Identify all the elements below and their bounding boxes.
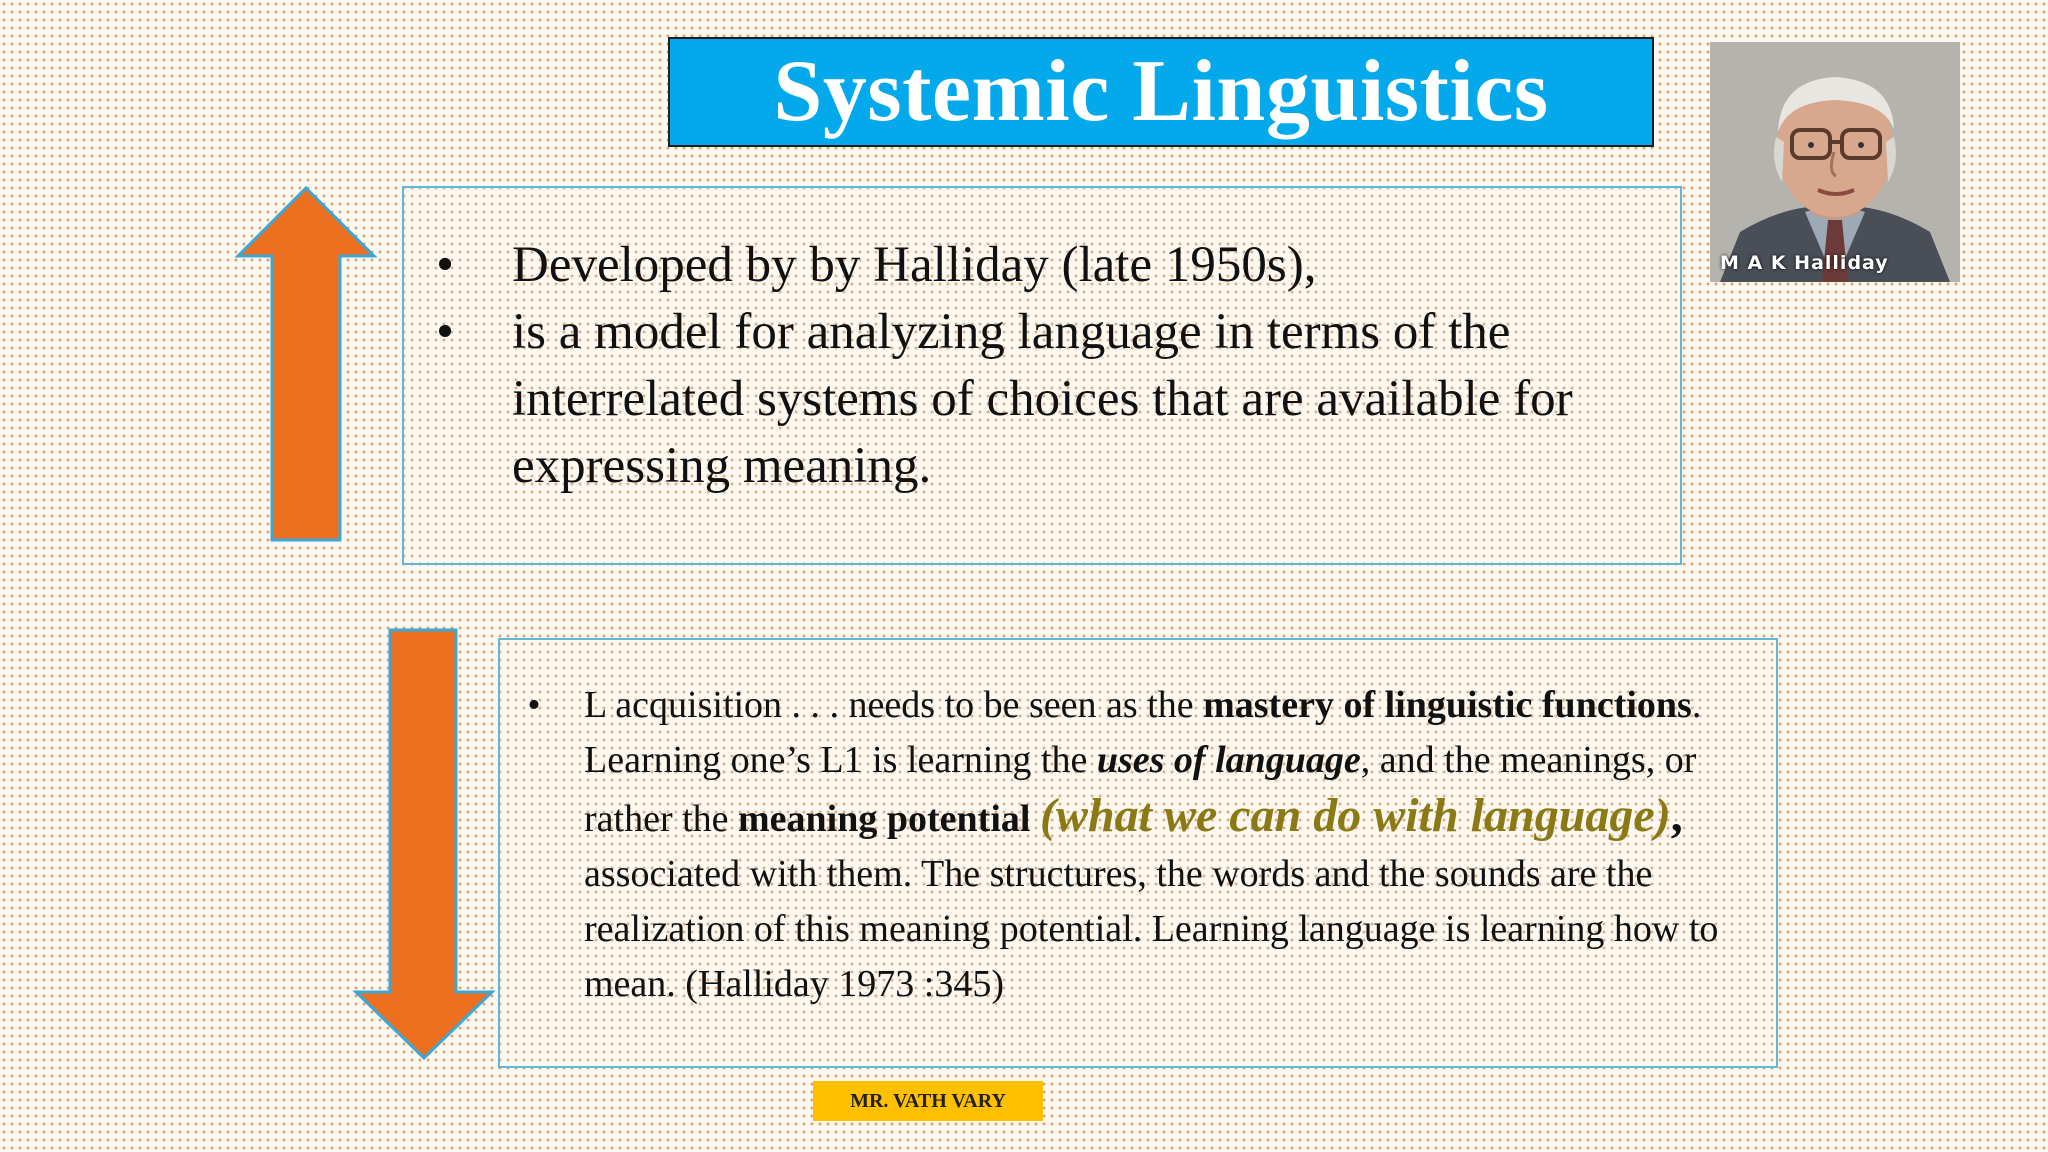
highlight-mastery: mastery of linguistic functions — [1203, 684, 1692, 726]
bullet-icon: • — [527, 684, 541, 726]
bullet-text: Developed by by Halliday (late 1950s), — [512, 237, 1317, 293]
title-banner — [668, 37, 1654, 147]
quote-comma: , — [1670, 789, 1683, 842]
quote-segment — [1030, 798, 1040, 840]
list-item — [430, 299, 1630, 500]
up-arrow-icon — [234, 184, 378, 544]
quote-text — [584, 684, 1718, 1005]
halliday-portrait — [1710, 42, 1960, 282]
definition-list — [430, 232, 1630, 500]
photo-caption: M A K Halliday — [1720, 252, 1889, 274]
author-footer — [813, 1081, 1043, 1121]
portrait-illustration — [1710, 42, 1960, 282]
quote-segment: . Learning one’s L1 is learning the — [584, 684, 1702, 781]
bullet-icon: • — [436, 304, 454, 360]
list-item — [430, 232, 1630, 299]
highlight-meaning-potential: meaning potential — [738, 798, 1031, 840]
quote-segment: associated with them. The structures, the words and the sounds are the realization of this meaning potential. Learning language is learning how to mean. (Halliday 1973 :345) — [584, 853, 1719, 1005]
quote-segment: , and the meanings, or rather the — [584, 739, 1697, 840]
highlight-what-we-can-do: (what we can do with language) — [1039, 789, 1671, 842]
down-arrow-icon — [352, 626, 496, 1062]
bullet-icon: • — [436, 237, 454, 293]
quote-segment: L acquisition . . . needs to be seen as the — [584, 684, 1204, 726]
list-item — [522, 678, 1762, 1012]
bullet-text: is a model for analyzing language in terms of the interrelated systems of choices that are available for expressing meaning. — [512, 304, 1573, 494]
author-name: MR. VATH VARY — [850, 1089, 1006, 1112]
slide-title: Systemic Linguistics — [773, 43, 1549, 140]
quote-list — [522, 678, 1762, 1012]
highlight-uses-of-language: uses of language — [1096, 739, 1361, 781]
